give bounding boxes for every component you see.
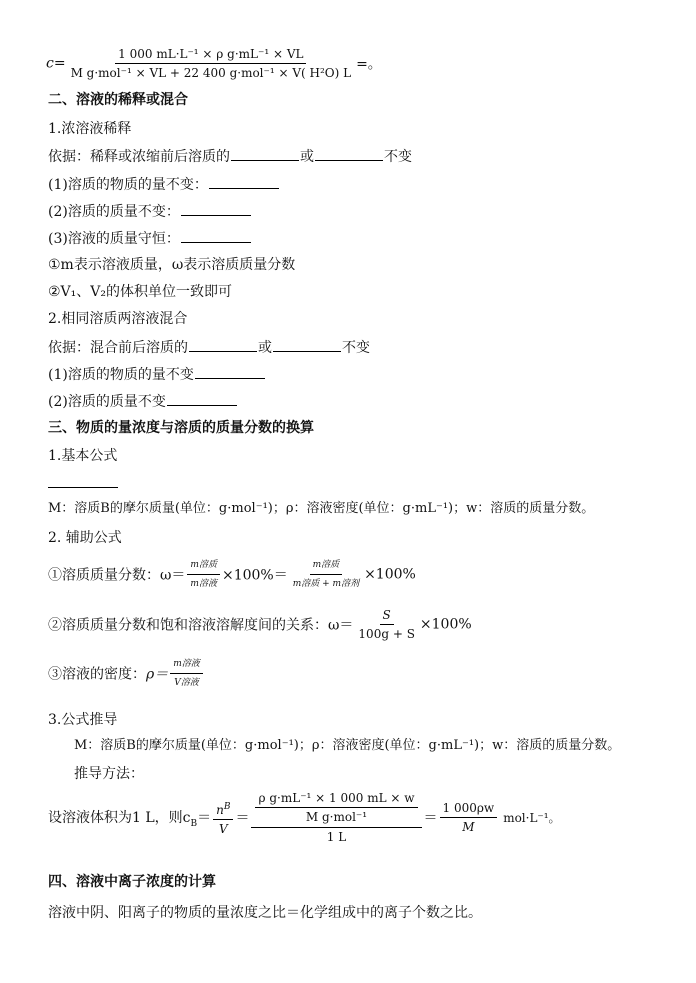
formula-density — [48, 656, 205, 691]
inner-numerator: ρ g·mL⁻¹ × 1 000 mL × w — [255, 790, 417, 808]
fraction-compound — [251, 790, 421, 845]
mixing-item-2 — [48, 391, 238, 412]
numerator: m溶质 — [310, 557, 343, 575]
definition-text-2: M：溶质B的摩尔质量(单位：g·mol⁻¹)；ρ：溶液密度(单位：g·mL⁻¹)；w：溶质的质量分数。 — [74, 738, 621, 753]
numerator: m溶质 — [187, 557, 220, 575]
equals: ＝ — [197, 809, 212, 826]
item-text: (3)溶液的质量守恒： — [48, 231, 180, 247]
fraction-solubility — [355, 607, 418, 642]
unchanged-text: 不变 — [342, 340, 370, 356]
fraction-density — [170, 656, 203, 691]
formula-label: ②溶质质量分数和饱和溶液溶解度间的关系：ω＝ — [48, 617, 354, 634]
formula-label: ③溶液的密度： — [48, 666, 146, 683]
derivation-text: 设溶液体积为1 L，则c — [48, 809, 191, 826]
numerator: m溶液 — [170, 656, 203, 674]
compound-numerator — [251, 790, 421, 828]
derivation-method: 推导方法： — [74, 766, 144, 782]
inner-denominator: M g·mol⁻¹ — [305, 810, 368, 824]
formula-label: ①溶质质量分数：ω＝ — [48, 567, 186, 584]
section-3-sub1: 1.基本公式 — [48, 448, 118, 464]
or-text: 或 — [300, 149, 314, 165]
formula-derivation — [48, 790, 561, 845]
equals: ＝ — [235, 810, 250, 827]
dilution-basis — [48, 146, 412, 167]
formula-tail: =。 — [356, 56, 382, 73]
dilution-item-3 — [48, 228, 252, 249]
blank-field — [195, 364, 265, 379]
numerator: S — [380, 607, 394, 625]
denominator: M — [462, 820, 475, 834]
unit-text: mol·L⁻¹。 — [503, 811, 561, 825]
definition-text: M：溶质B的摩尔质量(单位：g·mol⁻¹)；ρ：溶液密度(单位：g·mL⁻¹)；w：溶质的质量分数。 — [48, 501, 595, 516]
blank-field — [181, 228, 251, 243]
section-4-text: 溶液中阴、阳离子的物质的量浓度之比＝化学组成中的离子个数之比。 — [48, 905, 482, 921]
section-3-sub3: 3.公式推导 — [48, 712, 118, 728]
item-text: (1)溶质的物质的量不变 — [48, 367, 194, 383]
blank-field — [189, 337, 257, 352]
formula-mass-fraction — [48, 557, 416, 592]
dilution-item-1 — [48, 174, 280, 195]
blank-field — [209, 174, 279, 189]
formula-lhs: ρ＝ — [146, 666, 169, 683]
section-3-sub2: 2. 辅助公式 — [48, 530, 122, 546]
blank-field — [167, 391, 237, 406]
basis-text: 依据：稀释或浓缩前后溶质的 — [48, 149, 230, 165]
section-3-heading: 三、物质的量浓度与溶质的质量分数的换算 — [48, 420, 314, 436]
section-4-heading: 四、溶液中离子浓度的计算 — [48, 874, 216, 890]
subscript: B — [190, 818, 198, 829]
inner-fraction — [255, 790, 417, 825]
formula-tail: ×100% — [419, 616, 472, 633]
dilution-item-2 — [48, 201, 252, 222]
formula-lhs: c= — [46, 55, 66, 72]
basis-text: 依据：混合前后溶质的 — [48, 340, 188, 356]
formula-solubility — [48, 607, 472, 642]
blank-field — [273, 337, 341, 352]
section-2-sub1: 1.浓溶液稀释 — [48, 121, 132, 137]
fraction-1 — [187, 557, 220, 592]
formula-numerator: 1 000 mL·L⁻¹ × ρ g·mL⁻¹ × VL — [115, 46, 306, 64]
derivation-prefix — [48, 809, 212, 829]
or-text: 或 — [258, 340, 272, 356]
item-text: (1)溶质的物质的量不变： — [48, 177, 208, 193]
mixing-basis — [48, 337, 370, 358]
fraction-2 — [290, 557, 362, 592]
note-1: ①m表示溶液质量，ω表示溶质质量分数 — [48, 257, 296, 273]
denominator: 100g + S — [358, 627, 415, 641]
formula-mid: ×100%＝ — [221, 567, 288, 584]
n-symbol: n — [216, 802, 224, 817]
denominator: m溶质 + m溶剂 — [292, 579, 360, 589]
unchanged-text: 不变 — [384, 149, 412, 165]
formula-blank-line — [48, 487, 118, 488]
numerator — [213, 799, 233, 820]
mixing-item-1 — [48, 364, 266, 385]
formula-tail: ×100% — [364, 566, 416, 583]
superscript: B — [223, 801, 231, 812]
note-2: ②V₁、V₂的体积单位一致即可 — [48, 284, 232, 300]
denominator: m溶液 — [190, 579, 217, 589]
denominator: V — [218, 821, 228, 836]
fraction-n-over-v — [213, 799, 233, 837]
denominator: V溶液 — [174, 678, 199, 688]
item-text: (2)溶质的质量不变 — [48, 394, 166, 410]
outer-denominator: 1 L — [326, 830, 347, 844]
section-2-sub2: 2.相同溶质两溶液混合 — [48, 311, 188, 327]
blank-field — [231, 146, 299, 161]
blank-field — [181, 201, 251, 216]
item-text: (2)溶质的质量不变： — [48, 204, 180, 220]
blank-field — [315, 146, 383, 161]
formula-concentration — [46, 46, 382, 81]
numerator: 1 000ρw — [440, 800, 498, 818]
section-2-heading: 二、溶液的稀释或混合 — [48, 92, 188, 108]
equals: ＝ — [423, 810, 438, 827]
fraction-final — [440, 800, 498, 835]
formula-denominator: M g·mol⁻¹ × VL + 22 400 g·mol⁻¹ × V( H²O) L — [70, 66, 352, 80]
formula-fraction — [68, 46, 355, 81]
